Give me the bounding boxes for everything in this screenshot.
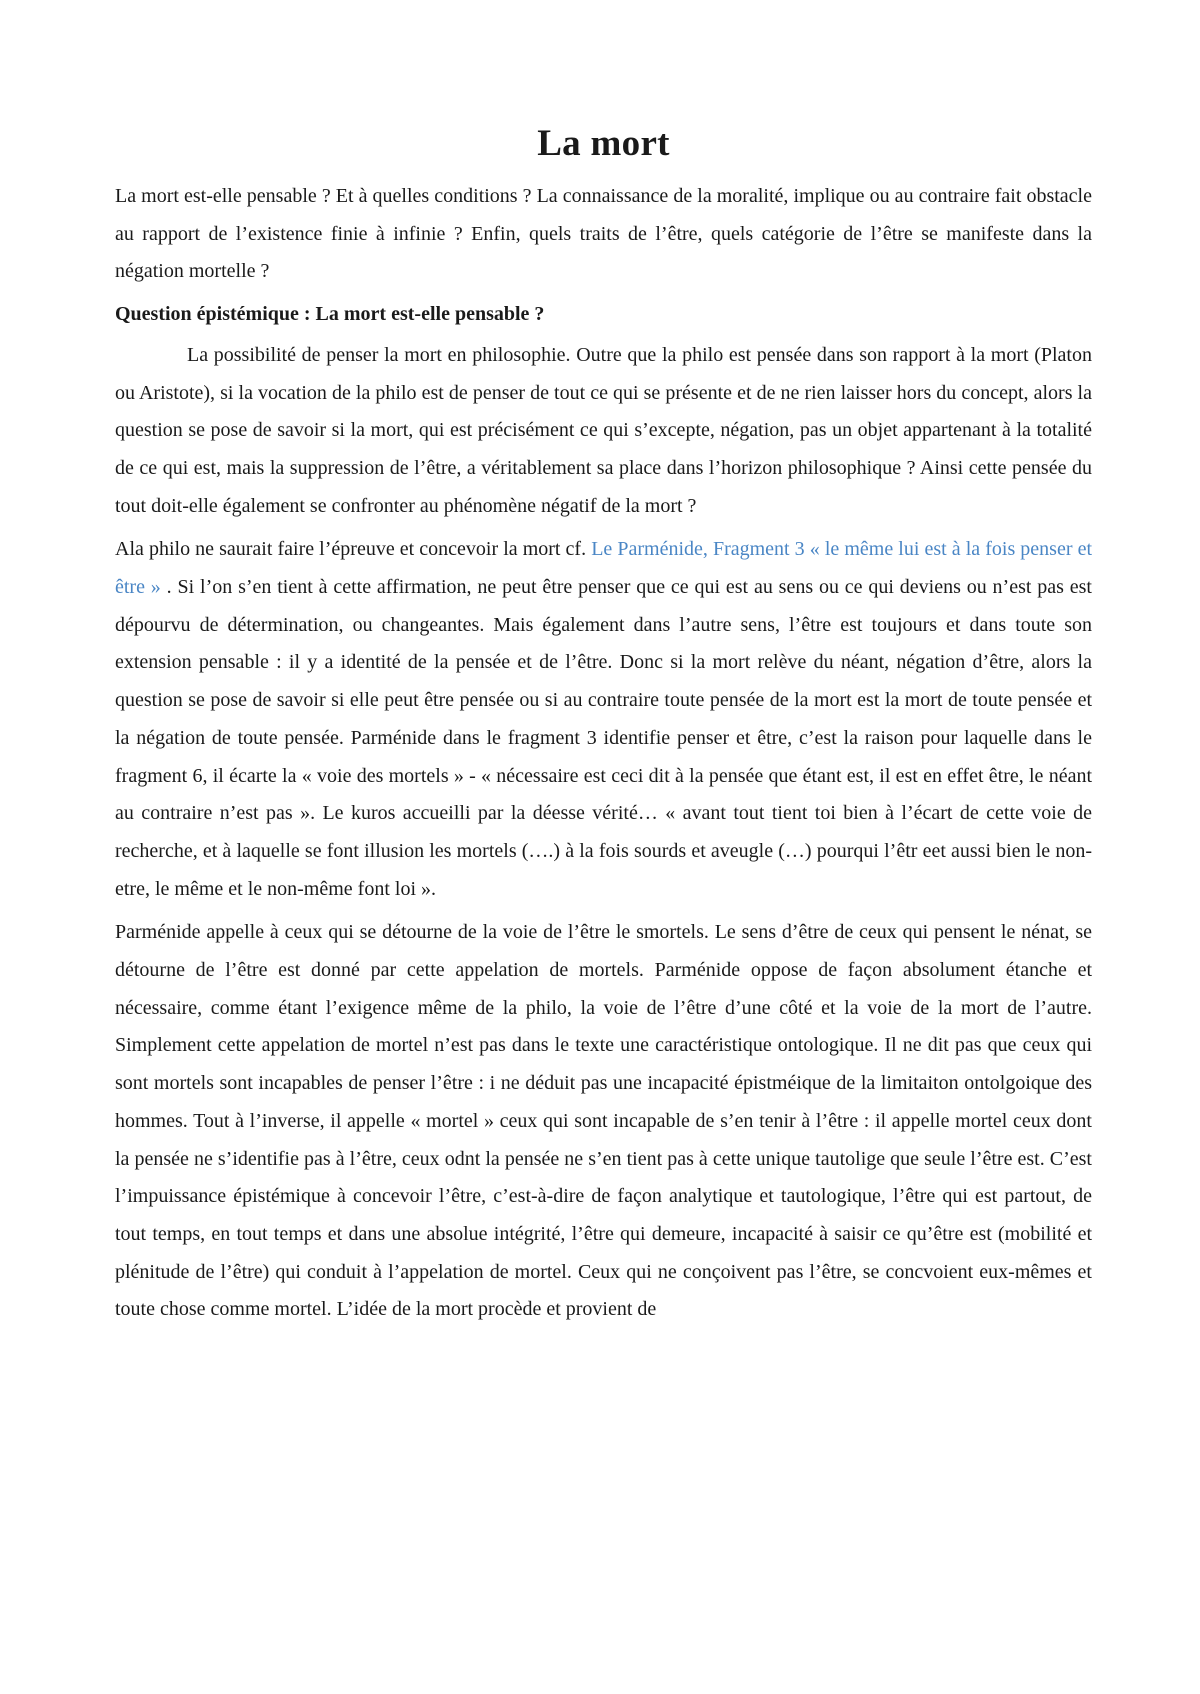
paragraph-3 [115,531,1092,908]
paragraph-2: La possibilité de penser la mort en philosophie. Outre que la philo est pensée dans son rapport à la mort (Platon ou Aristote), si la vocation de la philo est de penser de tout ce qui se présente et de ne rien laisser hors du concept, alors la question se pose de savoir si la mort, qui est précisément ce qui s’excepte, négation, pas un objet appartenant à la totalité de ce qui est, mais la suppression de l’être, a véritablement sa place dans l’horizon philosophique ? Ainsi cette pensée du tout doit-elle également se confronter au phénomène négatif de la mort ? [115,343,1092,517]
section-heading: Question épistémique : La mort est-elle pensable ? [115,303,545,326]
paragraph-4: Parménide appelle à ceux qui se détourne de la voie de l’être le smortels. Le sens d’être de ceux qui pensent le nénat, se détourne de l’être est donné par cette appelation de mortels. Parménide oppose de façon absolument étanche et nécessaire, comme étant l’exigence même de la philo, la voie de l’être d’une côté et la voie de la mort de l’autre. Simplement cette appelation de mortel n’est pas dans le texte une caractéristique ontologique. Il ne dit pas que ceux qui sont mortels sont incapables de penser l’être : i ne déduit pas une incapacité épistméique de la limitaiton ontolgoique des hommes. Tout à l’inverse, il appelle « mortel » ceux qui sont incapable de s’en tenir à l’être : il appelle mortel ceux dont la pensée ne s’identifie pas à l’être, ceux odnt la pensée ne s’en tient pas à cette unique tautolige que seule l’être est. C’est l’impuissance épistémique à concevoir l’être, c’est-à-dire de façon analytique et tautologique, l’être qui est partout, de tout temps, en tout temps et dans une absolue intégrité, l’être qui demeure, incapacité à saisir ce qu’être est (mobilité et plénitude de l’être) qui conduit à l’appelation de mortel. Ceux qui ne conçoivent pas l’être, se concvoient eux-mêmes et toute chose comme mortel. L’idée de la mort procède et provient de [115,921,1092,1321]
page-title: La mort [537,123,670,164]
paragraph-3-rest: . Si l’on s’en tient à cette affirmation, ne peut être penser que ce qui est au sens ou ce qui deviens ou n’est pas est dépourvu de détermination, ou changeantes. Mais également dans l’autre sens, l’être est toujours et dans toute son extension pensable : il y a identité de la pensée et de l’être. Donc si la mort relève du néant, négation d’être, alors la question se pose de savoir si elle peut être pensée ou si au contraire toute pensée de la mort est la mort de toute pensée et la négation de toute pensée. Parménide dans le fragment 3 identifie penser et être, c’est la raison pour laquelle dans le fragment 6, il écarte la « voie des mortels » - « nécessaire est ceci dit à la pensée que étant est, il est en effet être, le néant au contraire n’est pas ». Le kuros accueilli par la déesse vérité… « avant tout tient toi bien à l’écart de cette voie de recherche, et à laquelle se font illusion les mortels (….) à la fois sourds et aveugle (…) pourqui l’êtr eet aussi bien le non-etre, le même et le non-même font loi ». [115,576,1092,900]
intro-paragraph: La mort est-elle pensable ? Et à quelles conditions ? La connaissance de la moralité, implique ou au contraire fait obstacle au rapport de l’existence finie à infinie ? Enfin, quels traits de l’être, quels catégorie de l’être se manifeste dans la négation mortelle ? [115,185,1092,283]
document-page [115,118,1092,1329]
paragraph-3-start: Ala philo ne saurait faire l’épreuve et concevoir la mort cf. [115,538,592,561]
parmenide-fragment-link[interactable]: Le Parménide, Fragment 3 « le même lui est à la fois penser et être » [115,538,1093,599]
